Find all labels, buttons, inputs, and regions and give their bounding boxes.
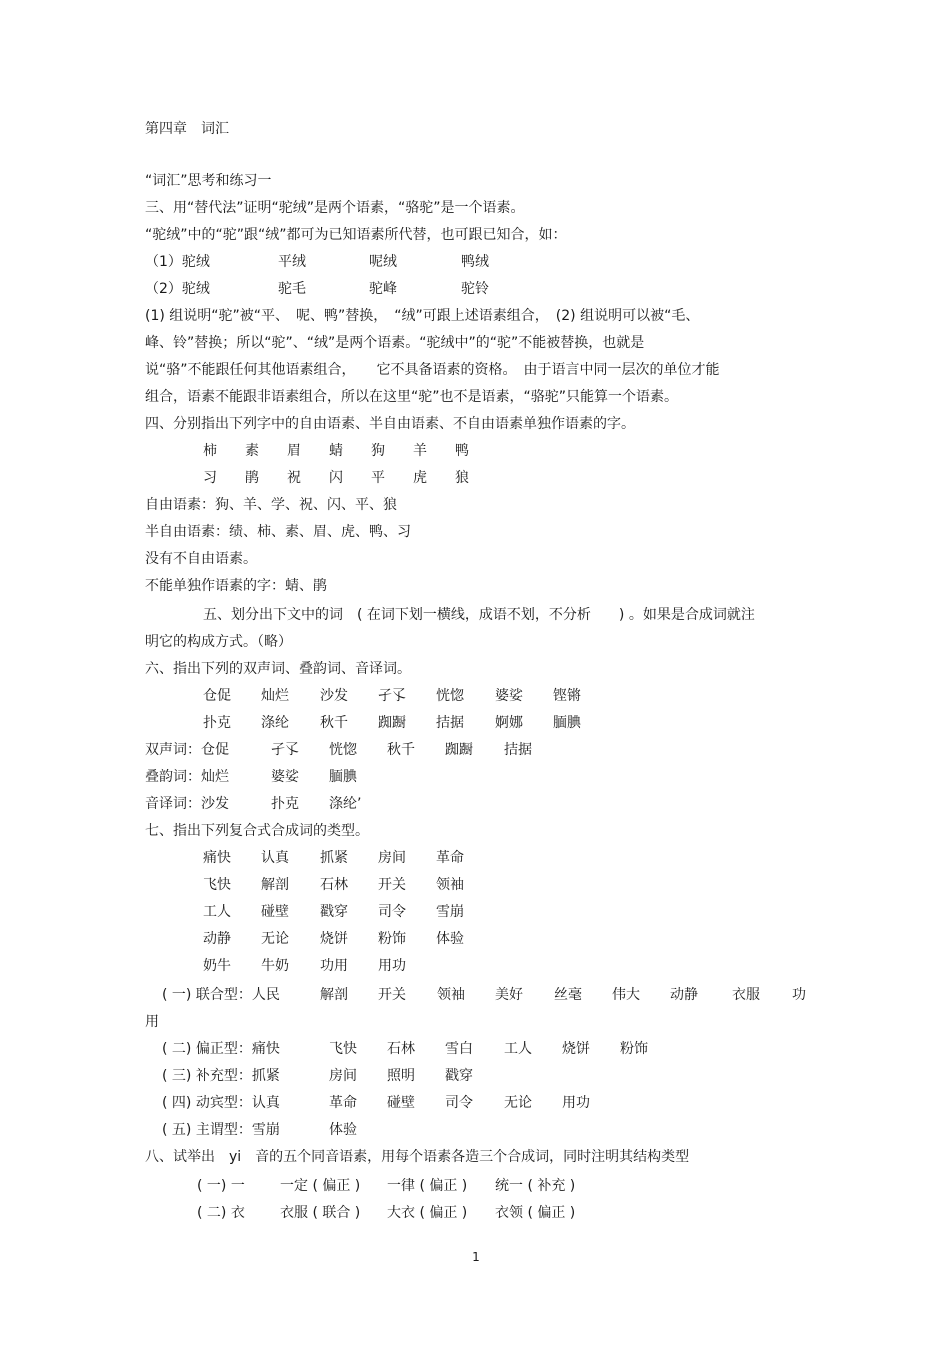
text-line (0, 710, 950, 737)
text-line (0, 737, 950, 764)
text-segment: ( 一) 一 (197, 1178, 245, 1194)
text-segment: 解剖 (261, 877, 289, 893)
text-segment: 铿锵 (553, 688, 581, 704)
text-segment: 秋千 (320, 715, 348, 731)
text-line (0, 546, 950, 573)
text-segment: ( 二) 衣 (197, 1205, 245, 1221)
text-segment: 扑克 (271, 796, 299, 812)
text-line (0, 1200, 950, 1227)
text-segment: 工人 (203, 904, 231, 920)
text-segment: 八、试举出 yi 音的五个同音语素，用每个语素各造三个合成词，同时注明其结构类型 (145, 1149, 690, 1165)
text-segment: 司令 (378, 904, 406, 920)
text-line (0, 818, 950, 845)
text-segment: 丝毫 (554, 987, 582, 1003)
text-segment: 司令 (445, 1095, 473, 1111)
text-segment: 眉 (287, 443, 301, 459)
text-segment: 仓促 (203, 688, 231, 704)
text-segment: 领袖 (437, 987, 465, 1003)
text-segment: 双声词：仓促 (145, 742, 229, 758)
text-segment: 平绒 (278, 254, 306, 270)
text-segment: 痛快 (203, 850, 231, 866)
text-segment: 没有不自由语素。 (145, 551, 257, 567)
text-line (0, 465, 950, 492)
text-segment: “词汇”思考和练习一 (145, 173, 272, 189)
text-segment: 第四章 词汇 (145, 121, 229, 137)
text-segment: 羊 (413, 443, 427, 459)
text-segment: 五、划分出下文中的词 ( 在词下划一横线，成语不划，不分析 ) 。如果是合成词就注 (203, 607, 755, 623)
text-segment: 衣领 ( 偏正 ) (495, 1205, 576, 1221)
text-line (0, 519, 950, 546)
text-segment: 峰、铃”替换；所以“驼”、“绒”是两个语素。“驼绒中”的“驼”不能被替换，也就是 (145, 335, 645, 351)
text-segment: (1) 组说明“驼”被“平、 呢、鸭”替换， “绒”可跟上述语素组合， (2) 组说明可以被“毛、 (145, 308, 700, 324)
text-segment: 踟蹰 (445, 742, 473, 758)
text-segment: 功用 (320, 958, 348, 974)
text-segment: 鸭绒 (461, 254, 489, 270)
text-segment: ( 三) 补充型：抓紧 (162, 1068, 280, 1084)
text-segment: 碰壁 (261, 904, 289, 920)
text-segment: 腼腆 (329, 769, 357, 785)
text-segment: 认真 (261, 850, 289, 866)
text-segment: 腼腆 (553, 715, 581, 731)
text-segment: 组合，语素不能跟非语素组合，所以在这里“驼”也不是语素，“骆驼”只能算一个语素。 (145, 389, 679, 405)
text-segment: 戳穿 (445, 1068, 473, 1084)
text-line (0, 438, 950, 465)
text-segment: 开关 (378, 877, 406, 893)
text-segment: ( 一) 联合型：人民 (162, 987, 280, 1003)
text-line (0, 303, 950, 330)
text-segment: 七、指出下列复合式合成词的类型。 (145, 823, 369, 839)
text-segment: 踟蹰 (378, 715, 406, 731)
text-segment: 三、用“替代法”证明“驼绒”是两个语素，“骆驼”是一个语素。 (145, 200, 525, 216)
text-segment: 用功 (378, 958, 406, 974)
text-segment: 拮据 (504, 742, 532, 758)
text-line (0, 764, 950, 791)
text-segment: 鹃 (245, 470, 259, 486)
text-segment: 石林 (320, 877, 348, 893)
text-line (0, 330, 950, 357)
text-segment: 雪白 (445, 1041, 473, 1057)
text-line (0, 116, 950, 143)
text-line (0, 872, 950, 899)
text-segment: 拮据 (436, 715, 464, 731)
text-line (0, 656, 950, 683)
text-segment: 动静 (670, 987, 698, 1003)
text-line (0, 982, 950, 1009)
text-segment: 飞快 (329, 1041, 357, 1057)
text-segment: 蜻 (329, 443, 343, 459)
text-segment: 沙发 (320, 688, 348, 704)
text-segment: 孑孓 (271, 742, 299, 758)
text-segment: 用 (145, 1014, 159, 1030)
text-line (0, 602, 950, 629)
text-line (0, 249, 950, 276)
text-segment: 体验 (436, 931, 464, 947)
text-segment: 秋千 (387, 742, 415, 758)
text-segment: 灿烂 (261, 688, 289, 704)
text-segment: 体验 (329, 1122, 357, 1138)
text-segment: 狼 (455, 470, 469, 486)
text-segment: 工人 (504, 1041, 532, 1057)
text-segment: 习 (203, 470, 217, 486)
text-segment: 婆娑 (271, 769, 299, 785)
text-segment: 开关 (378, 987, 406, 1003)
text-segment: 抓紧 (320, 850, 348, 866)
text-segment: 无论 (504, 1095, 532, 1111)
text-segment: 说“骆”不能跟任何其他语素组合， 它不具备语素的资格。 由于语言中同一层次的单位才能 (145, 362, 720, 378)
text-segment: 狗 (371, 443, 385, 459)
text-line (0, 276, 950, 303)
text-segment: 祝 (287, 470, 301, 486)
text-line (0, 492, 950, 519)
text-segment: 房间 (329, 1068, 357, 1084)
text-line (0, 953, 950, 980)
text-segment: 烧饼 (562, 1041, 590, 1057)
text-segment: 涤纶 (261, 715, 289, 731)
text-line (0, 357, 950, 384)
text-line (0, 573, 950, 600)
text-segment: 领袖 (436, 877, 464, 893)
text-segment: 驼峰 (369, 281, 397, 297)
text-segment: 革命 (329, 1095, 357, 1111)
text-segment: 驼铃 (461, 281, 489, 297)
text-segment: 革命 (436, 850, 464, 866)
text-segment: ( 五) 主谓型：雪崩 (162, 1122, 280, 1138)
text-line (0, 683, 950, 710)
text-segment: 碰壁 (387, 1095, 415, 1111)
text-segment: （1）驼绒 (145, 254, 210, 270)
page-number: 1 (472, 1250, 480, 1264)
text-segment: 解剖 (320, 987, 348, 1003)
text-segment: ( 二) 偏正型：痛快 (162, 1041, 280, 1057)
text-segment: 平 (371, 470, 385, 486)
text-line (0, 1117, 950, 1144)
text-segment: 牛奶 (261, 958, 289, 974)
text-segment: 一律 ( 偏正 ) (387, 1178, 468, 1194)
text-segment: 美好 (495, 987, 523, 1003)
text-segment: 用功 (562, 1095, 590, 1111)
text-segment: 明它的构成方式。（略） (145, 634, 292, 650)
text-segment: 不能单独作语素的字：蜻、鹃 (145, 578, 327, 594)
text-segment: 功 (792, 987, 806, 1003)
text-segment: 粉饰 (620, 1041, 648, 1057)
text-segment: 奶牛 (203, 958, 231, 974)
text-segment: 一定 ( 偏正 ) (280, 1178, 361, 1194)
text-segment: 戳穿 (320, 904, 348, 920)
text-segment: 呢绒 (369, 254, 397, 270)
text-segment: 叠韵词：灿烂 (145, 769, 229, 785)
text-segment: 大衣 ( 偏正 ) (387, 1205, 468, 1221)
text-line (0, 1173, 950, 1200)
text-segment: 闪 (329, 470, 343, 486)
text-line (0, 845, 950, 872)
text-line (0, 411, 950, 438)
text-segment: “驼绒”中的“驼”跟“绒”都可为已知语素所代替，也可跟已知合，如： (145, 227, 567, 243)
text-segment: 照明 (387, 1068, 415, 1084)
text-segment: 六、指出下列的双声词、叠韵词、音译词。 (145, 661, 411, 677)
text-segment: 雪崩 (436, 904, 464, 920)
text-line (0, 222, 950, 249)
text-segment: 恍惚 (329, 742, 357, 758)
text-segment: 涤纶’ (329, 796, 362, 812)
text-line (0, 168, 950, 195)
text-line (0, 899, 950, 926)
text-segment: 飞快 (203, 877, 231, 893)
text-segment: 衣服 (732, 987, 760, 1003)
text-segment: 恍惚 (436, 688, 464, 704)
text-segment: ( 四) 动宾型：认真 (162, 1095, 280, 1111)
text-segment: 粉饰 (378, 931, 406, 947)
text-segment: 动静 (203, 931, 231, 947)
text-segment: 鸭 (455, 443, 469, 459)
text-line (0, 1009, 950, 1036)
text-segment: 驼毛 (278, 281, 306, 297)
text-segment: 伟大 (612, 987, 640, 1003)
text-line (0, 1090, 950, 1117)
text-segment: 统一 ( 补充 ) (495, 1178, 576, 1194)
text-segment: 音译词：沙发 (145, 796, 229, 812)
text-line (0, 926, 950, 953)
text-segment: 虎 (413, 470, 427, 486)
text-segment: 衣服 ( 联合 ) (280, 1205, 361, 1221)
text-segment: 柿 (203, 443, 217, 459)
text-segment: 扑克 (203, 715, 231, 731)
text-segment: 婆娑 (495, 688, 523, 704)
text-line (0, 195, 950, 222)
text-segment: 婀娜 (495, 715, 523, 731)
text-segment: 孑孓 (378, 688, 406, 704)
text-segment: 房间 (378, 850, 406, 866)
text-segment: 四、分别指出下列字中的自由语素、半自由语素、不自由语素单独作语素的字。 (145, 416, 635, 432)
text-segment: 自由语素：狗、羊、学、祝、闪、平、狼 (145, 497, 397, 513)
text-segment: （2）驼绒 (145, 281, 210, 297)
text-segment: 无论 (261, 931, 289, 947)
text-line (0, 629, 950, 656)
text-segment: 石林 (387, 1041, 415, 1057)
text-segment: 烧饼 (320, 931, 348, 947)
text-line (0, 384, 950, 411)
text-line (0, 791, 950, 818)
text-line (0, 1063, 950, 1090)
text-segment: 素 (245, 443, 259, 459)
text-segment: 半自由语素：绩、柿、素、眉、虎、鸭、习 (145, 524, 411, 540)
text-line (0, 1144, 950, 1171)
text-line (0, 1036, 950, 1063)
